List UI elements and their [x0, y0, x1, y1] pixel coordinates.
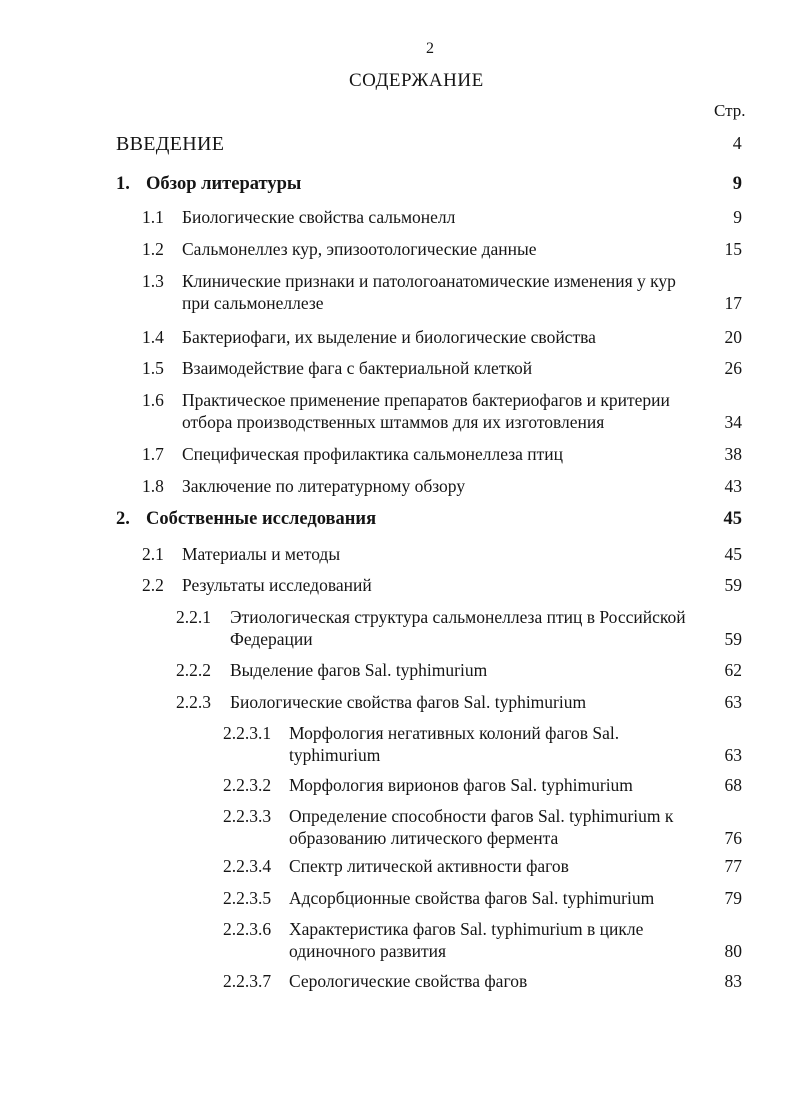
toc-entry[interactable]	[223, 805, 742, 849]
entry-text: Этиологическая структура сальмонеллеза птиц в Российской Федерации	[230, 607, 686, 649]
entry-text: Характеристика фагов Sal. typhimurium в цикле одиночного развития	[289, 919, 644, 961]
entry-page: 63	[724, 745, 742, 765]
entry-page: 45	[723, 509, 742, 529]
entry-number: 2.2.3.2	[223, 775, 272, 795]
entry-page: 79	[724, 888, 742, 908]
entry-page: 38	[724, 444, 742, 464]
toc-entry[interactable]	[142, 443, 742, 465]
entry-text: Бактериофаги, их выделение и биологические свойства	[182, 327, 596, 347]
entry-page: 17	[724, 293, 742, 313]
toc-entry[interactable]	[142, 326, 742, 348]
entry-text: Биологические свойства сальмонелл	[182, 207, 456, 227]
entry-number: 2.2.1	[176, 607, 211, 627]
entry-text: Спектр литической активности фагов	[289, 856, 569, 876]
entry-number: 1.2	[142, 239, 164, 259]
entry-number: 2.1	[142, 544, 164, 564]
toc-entry[interactable]	[142, 238, 742, 260]
toc-entry[interactable]	[223, 918, 742, 962]
intro-label: ВВЕДЕНИЕ	[116, 133, 225, 155]
entry-text: Заключение по литературному обзору	[182, 476, 466, 496]
entry-number: 2.2.3.4	[223, 856, 272, 876]
toc-entry[interactable]	[223, 970, 742, 992]
entry-text: Результаты исследований	[182, 575, 372, 595]
entry-number: 2.2.3.1	[223, 723, 272, 743]
entry-page: 80	[724, 941, 742, 961]
entry-text: Собственные исследования	[146, 509, 377, 529]
entry-page: 77	[724, 856, 742, 876]
entry-text: Биологические свойства фагов Sal. typhimurium	[230, 692, 587, 712]
toc-entry[interactable]	[176, 691, 742, 713]
entry-number: 2.2.3.3	[223, 806, 272, 826]
entry-text: Клинические признаки и патологоанатомические изменения у кур при сальмонеллезе	[182, 271, 676, 313]
entry-text: Материалы и методы	[182, 544, 341, 564]
entry-number: 2.2.3.5	[223, 888, 272, 908]
entry-number: 1.4	[142, 327, 164, 347]
entry-number: 1.	[116, 174, 130, 194]
entry-text: Выделение фагов Sal. typhimurium	[230, 660, 488, 680]
entry-page: 43	[724, 476, 742, 496]
toc-entry[interactable]	[223, 774, 742, 796]
entry-number: 2.2.3.6	[223, 919, 272, 939]
page-column-header: Стр.	[714, 101, 746, 120]
toc-entry[interactable]	[142, 574, 742, 596]
entry-page: 59	[724, 575, 742, 595]
entry-text: Практическое применение препаратов бактериофагов и критерии отбора производственных штаммов для их изготовления	[182, 390, 670, 432]
entry-number: 2.2.3.7	[223, 971, 272, 991]
toc-entry[interactable]	[142, 357, 742, 379]
entry-page: 20	[724, 327, 742, 347]
entry-number: 2.	[116, 509, 130, 529]
entry-page: 83	[724, 971, 742, 991]
entry-page: 9	[732, 174, 742, 194]
entry-text: Специфическая профилактика сальмонеллеза птиц	[182, 444, 563, 464]
toc-entry[interactable]	[223, 887, 742, 909]
entry-page: 62	[724, 660, 742, 680]
toc-entry[interactable]	[142, 543, 742, 565]
entry-page: 9	[733, 207, 742, 227]
entry-page: 45	[724, 544, 742, 564]
entry-text: Определение способности фагов Sal. typhimurium к образованию литического фермента	[289, 806, 674, 848]
entry-number: 2.2.2	[176, 660, 211, 680]
intro-page: 4	[732, 133, 742, 153]
toc-entry[interactable]	[142, 270, 742, 314]
toc-title: СОДЕРЖАНИЕ	[349, 70, 484, 91]
entry-number: 1.5	[142, 358, 164, 378]
entry-text: Обзор литературы	[146, 174, 302, 194]
toc-entry[interactable]	[142, 206, 742, 228]
entry-number: 2.2	[142, 575, 164, 595]
entry-text: Взаимодействие фага с бактериальной клеткой	[182, 358, 533, 378]
toc-entry[interactable]	[116, 173, 742, 195]
entry-page: 68	[724, 775, 742, 795]
entry-page: 26	[724, 358, 742, 378]
entry-text: Сальмонеллез кур, эпизоотологические данные	[182, 239, 537, 259]
entry-text: Адсорбционные свойства фагов Sal. typhimurium	[289, 888, 655, 908]
entry-number: 1.3	[142, 271, 164, 291]
toc-entry[interactable]	[176, 606, 742, 650]
entry-page: 34	[724, 412, 742, 432]
entry-number: 1.6	[142, 390, 164, 410]
toc-entry[interactable]	[142, 475, 742, 497]
entry-page: 15	[724, 239, 742, 259]
toc-entry[interactable]	[223, 855, 742, 877]
entry-number: 1.7	[142, 444, 164, 464]
toc-entry[interactable]	[142, 389, 742, 433]
entry-number: 1.8	[142, 476, 164, 496]
entry-number: 2.2.3	[176, 692, 211, 712]
entry-page: 76	[724, 828, 742, 848]
entry-page: 63	[724, 692, 742, 712]
entry-text: Серологические свойства фагов	[289, 971, 528, 991]
toc-entry[interactable]	[223, 722, 742, 766]
entry-number: 1.1	[142, 207, 164, 227]
entry-text: Морфология вирионов фагов Sal. typhimurium	[289, 775, 633, 795]
toc-entry[interactable]	[176, 659, 742, 681]
page-number: 2	[426, 40, 434, 57]
entry-page: 59	[724, 629, 742, 649]
toc-entry[interactable]	[116, 508, 742, 530]
entry-text: Морфология негативных колоний фагов Sal. typhimurium	[289, 723, 620, 765]
